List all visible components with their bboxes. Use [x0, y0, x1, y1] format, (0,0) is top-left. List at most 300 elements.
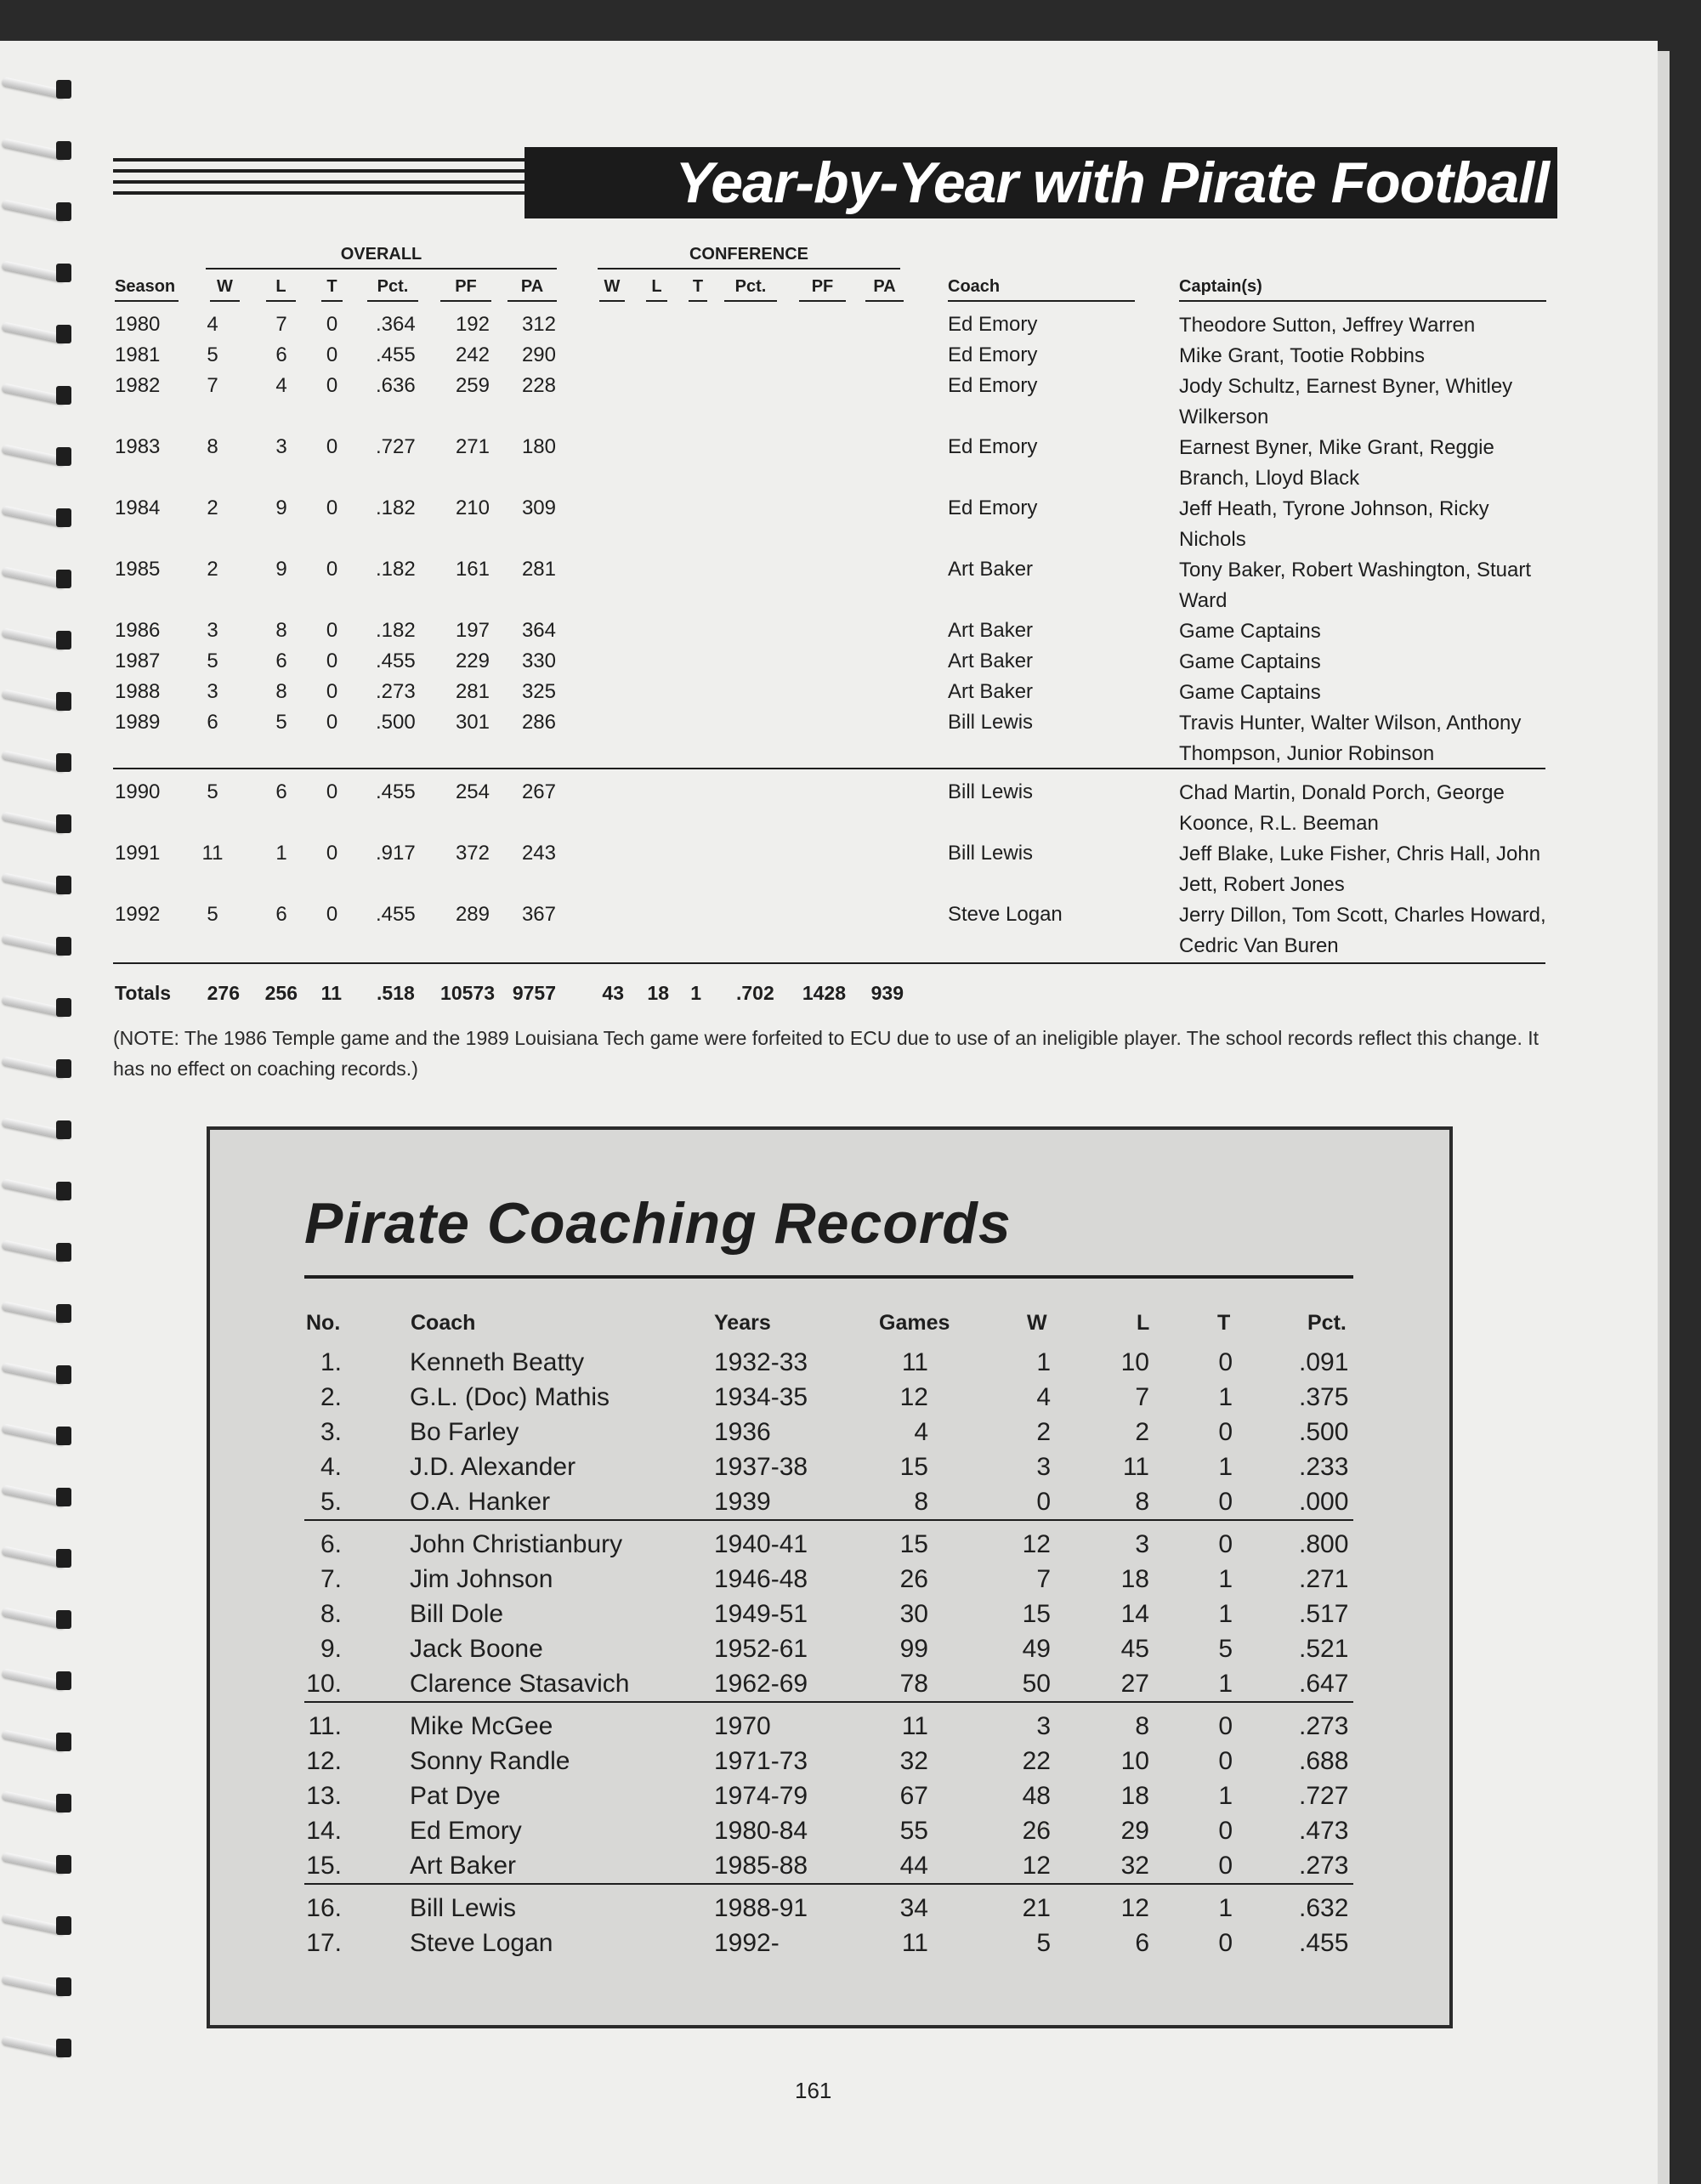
season-cell-l: 8 [275, 680, 287, 703]
coaching-cell-no: 4. [320, 1453, 342, 1481]
coaching-cell-w: 12 [1022, 1530, 1051, 1558]
coaching-records-box [207, 1126, 1453, 2028]
spiral-coil [2, 1362, 68, 1386]
season-cell-pct: .182 [376, 558, 416, 581]
spiral-coil [2, 383, 68, 406]
season-cell-coach: Art Baker [948, 558, 1034, 581]
season-cell-w: 2 [207, 558, 218, 581]
totals-conf-pct: .702 [736, 982, 774, 1004]
coaching-cell-years: 1980-84 [714, 1817, 808, 1845]
season-cell-captains: Game Captains [1179, 681, 1321, 704]
coaching-cell-games: 30 [899, 1600, 928, 1628]
page-title: Year-by-Year with Pirate Football [524, 147, 1557, 218]
season-cell-pf: 161 [455, 558, 490, 581]
coaching-cell-pct: .000 [1299, 1488, 1349, 1516]
coaching-cell-games: 11 [901, 1348, 928, 1376]
coaching-cell-pct: .647 [1299, 1670, 1349, 1698]
coaching-cell-no: 9. [320, 1635, 342, 1663]
coaching-cell-coach: Pat Dye [410, 1782, 501, 1810]
spiral-coil [2, 627, 68, 651]
season-cell-pa: 290 [521, 343, 556, 366]
coaching-cell-coach: Art Baker [410, 1852, 517, 1880]
coaching-cell-l: 2 [1135, 1418, 1149, 1446]
coaching-cell-games: 4 [914, 1418, 928, 1446]
spiral-coil [2, 444, 68, 468]
season-cell-l: 6 [275, 650, 287, 672]
coaching-cell-no: 2. [320, 1383, 342, 1411]
header-t: T [321, 277, 343, 302]
spiral-coil [2, 2035, 68, 2059]
season-cell-pa: 243 [521, 842, 556, 865]
season-cell-captains: Theodore Sutton, Jeffrey Warren [1179, 314, 1476, 337]
coaching-cell-w: 7 [1036, 1565, 1051, 1593]
coaching-cell-coach: Sonny Randle [410, 1747, 570, 1775]
season-cell-coach: Art Baker [948, 619, 1034, 642]
season-cell-t: 0 [326, 435, 338, 458]
season-cell-pct: .727 [376, 435, 416, 458]
season-cell-season: 1990 [115, 780, 161, 803]
coaching-cell-no: 7. [320, 1565, 342, 1593]
season-cell-pa: 367 [521, 903, 556, 926]
coaching-header-years: Years [714, 1311, 771, 1335]
season-cell-season: 1980 [115, 313, 161, 336]
spiral-coil [2, 1117, 68, 1141]
coaching-header-t: T [1217, 1311, 1231, 1335]
coaching-cell-l: 45 [1120, 1635, 1149, 1663]
coaching-cell-games: 99 [899, 1635, 928, 1663]
season-cell-w: 8 [207, 435, 218, 458]
season-cell-coach: Bill Lewis [948, 711, 1034, 734]
coaching-cell-l: 11 [1122, 1453, 1149, 1481]
coaching-cell-pct: .233 [1299, 1453, 1349, 1481]
coaching-header-games: Games [879, 1311, 950, 1335]
coaching-cell-pct: .455 [1299, 1929, 1349, 1957]
season-cell-pf: 281 [455, 680, 490, 703]
season-cell-captains: Earnest Byner, Mike Grant, Reggie Branch, Lloyd Black [1179, 436, 1494, 490]
coaching-cell-pct: .500 [1299, 1418, 1349, 1446]
coaching-title-rule [304, 1275, 1353, 1279]
totals-pf: 10573 [440, 982, 495, 1004]
season-cell-pa: 364 [521, 619, 556, 642]
coaching-cell-l: 10 [1120, 1348, 1149, 1376]
season-cell-coach: Bill Lewis [948, 780, 1034, 803]
coaching-cell-l: 32 [1120, 1852, 1149, 1880]
season-cell-w: 5 [207, 343, 218, 366]
totals-t: 11 [320, 982, 342, 1004]
spiral-coil [2, 933, 68, 957]
spiral-coil [2, 1913, 68, 1937]
coaching-cell-coach: G.L. (Doc) Mathis [410, 1383, 610, 1411]
spiral-coil [2, 1790, 68, 1814]
coaching-cell-games: 32 [899, 1747, 928, 1775]
coaching-cell-no: 12. [306, 1747, 342, 1775]
header-l: L [266, 277, 296, 302]
coaching-cell-years: 1946-48 [714, 1565, 808, 1593]
coaching-cell-l: 8 [1135, 1712, 1149, 1740]
coaching-cell-w: 3 [1036, 1453, 1051, 1481]
coaching-cell-l: 6 [1135, 1929, 1149, 1957]
coaching-cell-t: 0 [1218, 1852, 1233, 1880]
coaching-cell-years: 1971-73 [714, 1747, 808, 1775]
spiral-coil [2, 1301, 68, 1325]
season-cell-w: 3 [207, 680, 218, 703]
conference-group-label: CONFERENCE [598, 245, 900, 269]
coaching-cell-w: 0 [1036, 1488, 1051, 1516]
totals-l: 256 [264, 982, 298, 1004]
coaching-cell-w: 50 [1022, 1670, 1051, 1698]
coaching-cell-l: 7 [1135, 1383, 1149, 1411]
season-cell-captains: Chad Martin, Donald Porch, George Koonce, R.L. Beeman [1179, 781, 1505, 835]
season-cell-coach: Ed Emory [948, 313, 1038, 336]
coaching-cell-coach: Jack Boone [410, 1635, 543, 1663]
season-cell-season: 1981 [115, 343, 161, 366]
totals-conf-pf: 1428 [802, 982, 846, 1004]
season-cell-pf: 254 [455, 780, 490, 803]
banner-lines [113, 158, 525, 202]
coaching-cell-coach: Steve Logan [410, 1929, 553, 1957]
season-cell-pct: .182 [376, 619, 416, 642]
spiral-coil [2, 811, 68, 835]
coaching-cell-years: 1949-51 [714, 1600, 808, 1628]
season-cell-coach: Bill Lewis [948, 842, 1034, 865]
coaching-cell-t: 1 [1218, 1894, 1233, 1922]
spiral-coil [2, 1484, 68, 1508]
season-cell-pa: 228 [521, 374, 556, 397]
totals-conf-l: 18 [647, 982, 669, 1004]
coaching-cell-games: 44 [899, 1852, 928, 1880]
season-cell-pa: 312 [521, 313, 556, 336]
season-cell-w: 2 [207, 496, 218, 519]
coaching-divider-1 [304, 1519, 1353, 1521]
season-cell-pf: 301 [455, 711, 490, 734]
season-cell-pa: 330 [521, 650, 556, 672]
season-cell-pf: 192 [455, 313, 490, 336]
coaching-cell-games: 8 [914, 1488, 928, 1516]
spiral-binding [0, 77, 81, 2117]
coaching-cell-pct: .517 [1299, 1600, 1349, 1628]
spiral-coil [2, 750, 68, 774]
coaching-cell-t: 0 [1218, 1418, 1233, 1446]
coaching-cell-no: 10. [306, 1670, 342, 1698]
header-w: W [210, 277, 240, 302]
coaching-cell-l: 18 [1120, 1565, 1149, 1593]
season-cell-pf: 259 [455, 374, 490, 397]
season-cell-w: 5 [207, 903, 218, 926]
coaching-cell-no: 3. [320, 1418, 342, 1446]
coaching-cell-pct: .521 [1299, 1635, 1349, 1663]
coaching-divider-2 [304, 1701, 1353, 1703]
header-conf-t: T [689, 277, 707, 302]
coaching-cell-games: 78 [899, 1670, 928, 1698]
season-cell-w: 5 [207, 780, 218, 803]
header-conf-pa: PA [865, 277, 904, 302]
coaching-cell-no: 16. [306, 1894, 342, 1922]
coaching-cell-t: 1 [1218, 1782, 1233, 1810]
coaching-cell-coach: J.D. Alexander [410, 1453, 576, 1481]
season-cell-l: 9 [275, 558, 287, 581]
spiral-coil [2, 566, 68, 590]
coaching-cell-coach: Clarence Stasavich [410, 1670, 630, 1698]
header-conf-pf: PF [799, 277, 846, 302]
season-cell-captains: Jody Schultz, Earnest Byner, Whitley Wilkerson [1179, 375, 1513, 428]
season-cell-t: 0 [326, 842, 338, 865]
page-edge [1658, 51, 1670, 2184]
coaching-cell-t: 0 [1218, 1817, 1233, 1845]
season-cell-w: 6 [207, 711, 218, 734]
spiral-coil [2, 260, 68, 284]
coaching-cell-no: 1. [320, 1348, 342, 1376]
coaching-cell-no: 8. [320, 1600, 342, 1628]
season-cell-captains: Jerry Dillon, Tom Scott, Charles Howard, Cedric Van Buren [1179, 904, 1546, 957]
coaching-cell-no: 13. [306, 1782, 342, 1810]
season-cell-t: 0 [326, 619, 338, 642]
coaching-cell-t: 1 [1218, 1453, 1233, 1481]
coaching-cell-l: 14 [1120, 1600, 1149, 1628]
coaching-cell-years: 1952-61 [714, 1635, 808, 1663]
coaching-header-no: No. [306, 1311, 341, 1335]
coaching-header-w: W [1027, 1311, 1047, 1335]
coaching-cell-l: 3 [1135, 1530, 1149, 1558]
season-cell-pct: .500 [376, 711, 416, 734]
coaching-cell-pct: .273 [1299, 1852, 1349, 1880]
season-cell-season: 1989 [115, 711, 161, 734]
season-cell-pa: 281 [521, 558, 556, 581]
totals-label: Totals [115, 982, 172, 1004]
spiral-coil [2, 872, 68, 896]
coaching-cell-t: 1 [1218, 1383, 1233, 1411]
season-cell-pct: .273 [376, 680, 416, 703]
coaching-cell-coach: Bill Dole [410, 1600, 504, 1628]
coaching-cell-games: 15 [899, 1530, 928, 1558]
header-season: Season [115, 277, 179, 302]
header-conf-w: W [599, 277, 625, 302]
season-cell-t: 0 [326, 343, 338, 366]
coaching-cell-pct: .375 [1299, 1383, 1349, 1411]
coaching-cell-l: 29 [1120, 1817, 1149, 1845]
spiral-coil [2, 1729, 68, 1753]
coaching-cell-coach: Jim Johnson [410, 1565, 553, 1593]
totals-pa: 9757 [512, 982, 556, 1004]
spiral-coil [2, 199, 68, 223]
coaching-cell-t: 1 [1218, 1600, 1233, 1628]
coaching-cell-games: 11 [901, 1712, 928, 1740]
coaching-cell-no: 5. [320, 1488, 342, 1516]
header-captains: Captain(s) [1179, 277, 1546, 302]
spiral-coil [2, 77, 68, 100]
season-cell-pf: 197 [455, 619, 490, 642]
season-cell-l: 6 [275, 780, 287, 803]
season-cell-captains: Game Captains [1179, 650, 1321, 673]
season-cell-pf: 289 [455, 903, 490, 926]
season-cell-l: 9 [275, 496, 287, 519]
spiral-coil [2, 505, 68, 529]
season-cell-t: 0 [326, 374, 338, 397]
season-cell-pf: 271 [455, 435, 490, 458]
spiral-coil [2, 1852, 68, 1875]
season-cell-l: 7 [275, 313, 287, 336]
season-cell-l: 6 [275, 903, 287, 926]
coaching-cell-w: 48 [1022, 1782, 1051, 1810]
coaching-cell-w: 2 [1036, 1418, 1051, 1446]
season-cell-season: 1985 [115, 558, 161, 581]
coaching-cell-l: 10 [1120, 1747, 1149, 1775]
season-cell-w: 4 [207, 313, 218, 336]
season-cell-t: 0 [326, 496, 338, 519]
season-cell-season: 1982 [115, 374, 161, 397]
coaching-cell-pct: .727 [1299, 1782, 1349, 1810]
season-cell-w: 5 [207, 650, 218, 672]
overall-group-label: OVERALL [206, 245, 557, 269]
coaching-cell-games: 12 [899, 1383, 928, 1411]
coaching-header-pct: Pct. [1307, 1311, 1347, 1335]
coaching-cell-coach: Bo Farley [410, 1418, 519, 1446]
season-cell-l: 6 [275, 343, 287, 366]
season-cell-pa: 325 [521, 680, 556, 703]
coaching-cell-coach: Mike McGee [410, 1712, 553, 1740]
coaching-cell-years: 1939 [714, 1488, 771, 1516]
totals-pct: .518 [377, 982, 415, 1004]
season-cell-captains: Mike Grant, Tootie Robbins [1179, 344, 1426, 367]
header-conf-l: L [646, 277, 667, 302]
coaching-cell-years: 1962-69 [714, 1670, 808, 1698]
coaching-cell-t: 1 [1218, 1565, 1233, 1593]
table-divider-totals [113, 962, 1545, 964]
coaching-cell-t: 0 [1218, 1488, 1233, 1516]
season-cell-coach: Ed Emory [948, 435, 1038, 458]
coaching-cell-no: 15. [306, 1852, 342, 1880]
coaching-cell-t: 1 [1218, 1670, 1233, 1698]
coaching-cell-w: 5 [1036, 1929, 1051, 1957]
season-cell-pa: 180 [521, 435, 556, 458]
season-cell-pa: 309 [521, 496, 556, 519]
season-cell-pct: .182 [376, 496, 416, 519]
coaching-records-title: Pirate Coaching Records [304, 1191, 1012, 1256]
spiral-coil [2, 1178, 68, 1202]
season-cell-season: 1983 [115, 435, 161, 458]
coaching-cell-w: 26 [1022, 1817, 1051, 1845]
season-cell-coach: Art Baker [948, 680, 1034, 703]
coaching-cell-games: 26 [899, 1565, 928, 1593]
coaching-cell-t: 0 [1218, 1348, 1233, 1376]
season-cell-season: 1992 [115, 903, 161, 926]
coaching-cell-games: 11 [901, 1929, 928, 1957]
coaching-cell-w: 21 [1022, 1894, 1051, 1922]
coaching-cell-w: 15 [1022, 1600, 1051, 1628]
header-pf: PF [440, 277, 491, 302]
coaching-cell-w: 12 [1022, 1852, 1051, 1880]
coaching-cell-no: 6. [320, 1530, 342, 1558]
season-cell-pf: 372 [455, 842, 490, 865]
season-cell-t: 0 [326, 313, 338, 336]
season-cell-season: 1988 [115, 680, 161, 703]
coaching-cell-l: 18 [1120, 1782, 1149, 1810]
coaching-cell-years: 1992- [714, 1929, 780, 1957]
coaching-cell-w: 22 [1022, 1747, 1051, 1775]
season-cell-pa: 286 [521, 711, 556, 734]
season-cell-pf: 242 [455, 343, 490, 366]
coaching-cell-w: 4 [1036, 1383, 1051, 1411]
season-cell-l: 3 [275, 435, 287, 458]
coaching-cell-games: 55 [899, 1817, 928, 1845]
spiral-coil [2, 1607, 68, 1631]
season-cell-l: 4 [275, 374, 287, 397]
coaching-cell-pct: .273 [1299, 1712, 1349, 1740]
coaching-cell-t: 0 [1218, 1929, 1233, 1957]
season-cell-pa: 267 [521, 780, 556, 803]
season-cell-t: 0 [326, 711, 338, 734]
totals-conf-pa: 939 [870, 982, 904, 1004]
coaching-cell-years: 1988-91 [714, 1894, 808, 1922]
spiral-coil [2, 1546, 68, 1569]
coaching-cell-no: 17. [306, 1929, 342, 1957]
coaching-cell-games: 34 [899, 1894, 928, 1922]
coaching-header-l: L [1137, 1311, 1150, 1335]
season-cell-t: 0 [326, 780, 338, 803]
coaching-cell-games: 67 [899, 1782, 928, 1810]
coaching-cell-coach: Kenneth Beatty [410, 1348, 585, 1376]
season-cell-t: 0 [326, 650, 338, 672]
coaching-cell-games: 15 [899, 1453, 928, 1481]
coaching-cell-years: 1985-88 [714, 1852, 808, 1880]
season-cell-season: 1987 [115, 650, 161, 672]
coaching-cell-years: 1936 [714, 1418, 771, 1446]
season-cell-coach: Ed Emory [948, 343, 1038, 366]
coaching-cell-years: 1937-38 [714, 1453, 808, 1481]
coaching-cell-t: 5 [1218, 1635, 1233, 1663]
season-cell-pct: .455 [376, 650, 416, 672]
header-coach: Coach [948, 277, 1135, 302]
spiral-coil [2, 321, 68, 345]
totals-conf-t: 1 [690, 982, 701, 1004]
coaching-cell-pct: .688 [1299, 1747, 1349, 1775]
coaching-cell-t: 0 [1218, 1747, 1233, 1775]
season-cell-w: 11 [201, 842, 224, 865]
season-cell-coach: Steve Logan [948, 903, 1063, 926]
coaching-cell-no: 14. [306, 1817, 342, 1845]
season-cell-w: 7 [207, 374, 218, 397]
coaching-cell-w: 3 [1036, 1712, 1051, 1740]
season-cell-season: 1986 [115, 619, 161, 642]
spiral-coil [2, 1056, 68, 1080]
coaching-cell-coach: O.A. Hanker [410, 1488, 551, 1516]
totals-conf-w: 43 [602, 982, 624, 1004]
totals-w: 276 [207, 982, 240, 1004]
season-cell-t: 0 [326, 680, 338, 703]
season-cell-pf: 229 [455, 650, 490, 672]
forfeit-note: (NOTE: The 1986 Temple game and the 1989 Louisiana Tech game were forfeited to ECU due to use of an ineligible player. The school records reflect this change. It has no effect on coaching records.) [113, 1027, 1539, 1080]
header-pct: Pct. [367, 277, 418, 302]
coaching-cell-pct: .632 [1299, 1894, 1349, 1922]
season-cell-captains: Travis Hunter, Walter Wilson, Anthony Thompson, Junior Robinson [1179, 712, 1522, 765]
page-number: 161 [795, 2078, 832, 2103]
season-cell-pf: 210 [455, 496, 490, 519]
season-cell-captains: Jeff Heath, Tyrone Johnson, Ricky Nichols [1179, 497, 1489, 551]
coaching-cell-coach: Bill Lewis [410, 1894, 517, 1922]
season-cell-coach: Ed Emory [948, 496, 1038, 519]
spiral-coil [2, 1239, 68, 1263]
season-cell-coach: Art Baker [948, 650, 1034, 672]
season-cell-l: 1 [275, 842, 287, 865]
coaching-cell-pct: .271 [1299, 1565, 1349, 1593]
coaching-cell-t: 0 [1218, 1712, 1233, 1740]
coaching-cell-years: 1974-79 [714, 1782, 808, 1810]
coaching-cell-pct: .091 [1299, 1348, 1349, 1376]
season-cell-pct: .364 [376, 313, 416, 336]
spiral-coil [2, 1668, 68, 1692]
header-conf-pct: Pct. [724, 277, 777, 302]
coaching-cell-coach: John Christianbury [410, 1530, 623, 1558]
season-cell-season: 1991 [115, 842, 161, 865]
